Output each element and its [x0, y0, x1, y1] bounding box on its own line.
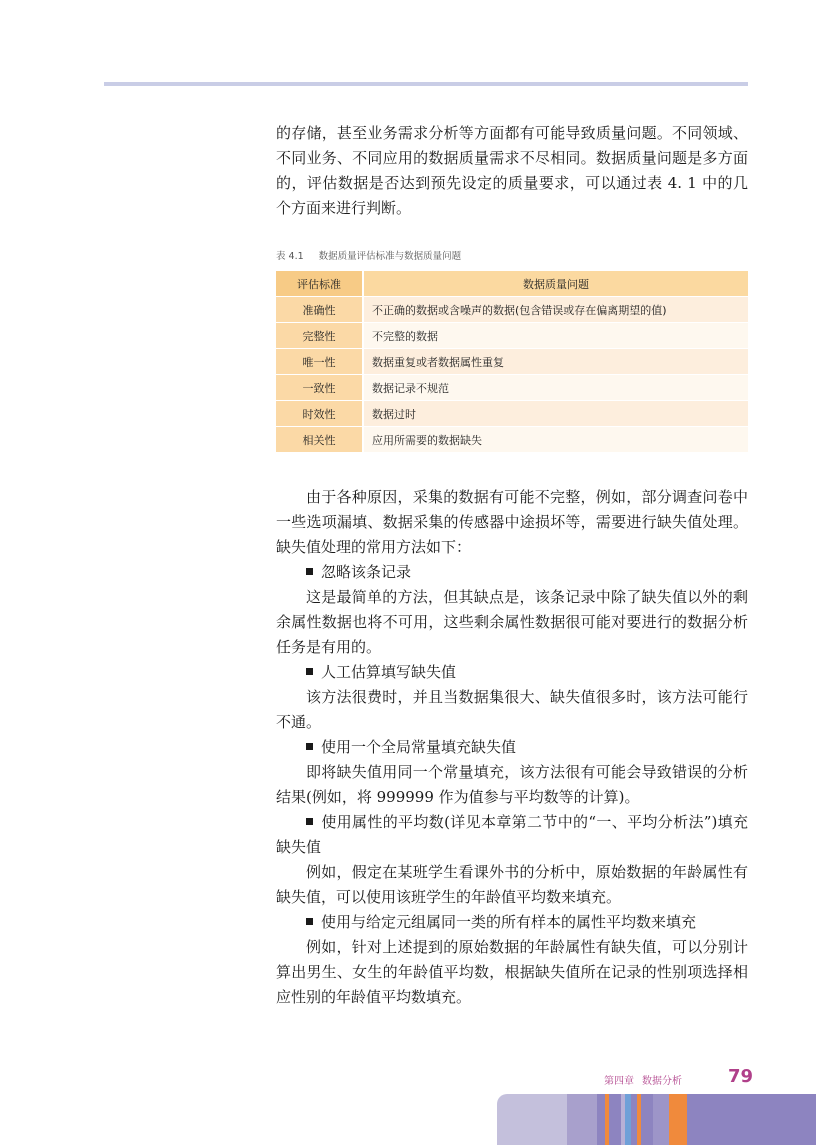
table-cell-problem: 数据过时 — [363, 401, 748, 427]
deco-bar — [497, 1094, 567, 1145]
table-row — [276, 427, 748, 453]
table-cell-problem: 应用所需要的数据缺失 — [363, 427, 748, 453]
deco-bar — [597, 1094, 605, 1145]
chapter-number: 第四章 — [604, 1076, 634, 1087]
table-header-problem: 数据质量问题 — [363, 271, 748, 297]
table-cell-criterion: 相关性 — [276, 427, 363, 453]
table-row — [276, 297, 748, 323]
page-number: 79 — [728, 1066, 754, 1087]
method-title: 人工估算填写缺失值 — [306, 660, 456, 685]
table-cell-criterion: 唯一性 — [276, 349, 363, 375]
table-cell-criterion: 时效性 — [276, 401, 363, 427]
method-description: 即将缺失值用同一个常量填充，该方法很有可能会导致错误的分析结果(例如，将 999999 作为值参与平均数等的计算)。 — [276, 763, 748, 806]
chapter-title: 数据分析 — [642, 1076, 682, 1087]
footer-chapter-label — [604, 1072, 682, 1087]
table-row — [276, 375, 748, 401]
table-header-criterion: 评估标准 — [276, 271, 363, 297]
table-cell-criterion: 准确性 — [276, 297, 363, 323]
table-cell-criterion: 完整性 — [276, 323, 363, 349]
deco-bar — [641, 1094, 653, 1145]
method-title: 使用与给定元组属同一类的所有样本的属性平均数来填充 — [306, 910, 696, 935]
table-caption — [276, 248, 461, 262]
deco-bar — [687, 1094, 816, 1145]
method-title-wrapped: 使用属性的平均数(详见本章第二节中的“一、平均分析法”)填充缺失值 — [276, 813, 748, 856]
table-caption-number: 表 4.1 — [276, 251, 304, 262]
table-cell-problem: 不完整的数据 — [363, 323, 748, 349]
missing-values-paragraph: 由于各种原因，采集的数据有可能不完整，例如，部分调查问卷中一些选项漏填、数据采集的传感器中途损坏等，需要进行缺失值处理。缺失值处理的常用方法如下： — [276, 488, 748, 556]
header-rule — [104, 82, 748, 86]
method-description: 这是最简单的方法，但其缺点是，该条记录中除了缺失值以外的剩余属性数据也将不可用，这些剩余属性数据很可能对要进行的数据分析任务是有用的。 — [276, 588, 748, 656]
deco-bar — [669, 1094, 687, 1145]
method-title: 使用一个全局常量填充缺失值 — [306, 735, 516, 760]
square-bullet-icon — [306, 743, 313, 750]
table-row — [276, 349, 748, 375]
table-cell-problem: 数据重复或者数据属性重复 — [363, 349, 748, 375]
table-caption-title: 数据质量评估标准与数据质量问题 — [318, 251, 462, 262]
table-row — [276, 323, 748, 349]
square-bullet-icon — [306, 818, 313, 825]
deco-bar — [653, 1094, 669, 1145]
square-bullet-icon — [306, 568, 313, 575]
method-description: 例如，针对上述提到的原始数据的年龄属性有缺失值，可以分别计算出男生、女生的年龄值平均数，根据缺失值所在记录的性别项选择相应性别的年龄值平均数填充。 — [276, 938, 748, 1006]
method-description: 该方法很费时，并且当数据集很大、缺失值很多时，该方法可能行不通。 — [276, 688, 748, 731]
table-cell-problem: 不正确的数据或含噪声的数据(包含错误或存在偏离期望的值) — [363, 297, 748, 323]
square-bullet-icon — [306, 918, 313, 925]
method-title: 忽略该条记录 — [306, 560, 411, 585]
quality-table — [276, 271, 748, 453]
square-bullet-icon — [306, 668, 313, 675]
deco-bar — [567, 1094, 597, 1145]
table-header-row — [276, 271, 748, 297]
intro-paragraph: 的存储，甚至业务需求分析等方面都有可能导致质量问题。不同领域、不同业务、不同应用的数据质量需求不尽相同。数据质量问题是多方面的，评估数据是否达到预先设定的质量要求，可以通过表 4. 1 中的几个方面来进行判断。 — [276, 124, 748, 217]
method-description: 例如，假定在某班学生看课外书的分析中，原始数据的年龄属性有缺失值，可以使用该班学生的年龄值平均数来填充。 — [276, 863, 748, 906]
table-cell-problem: 数据记录不规范 — [363, 375, 748, 401]
table-row — [276, 401, 748, 427]
deco-bar — [609, 1094, 621, 1145]
table-cell-criterion: 一致性 — [276, 375, 363, 401]
